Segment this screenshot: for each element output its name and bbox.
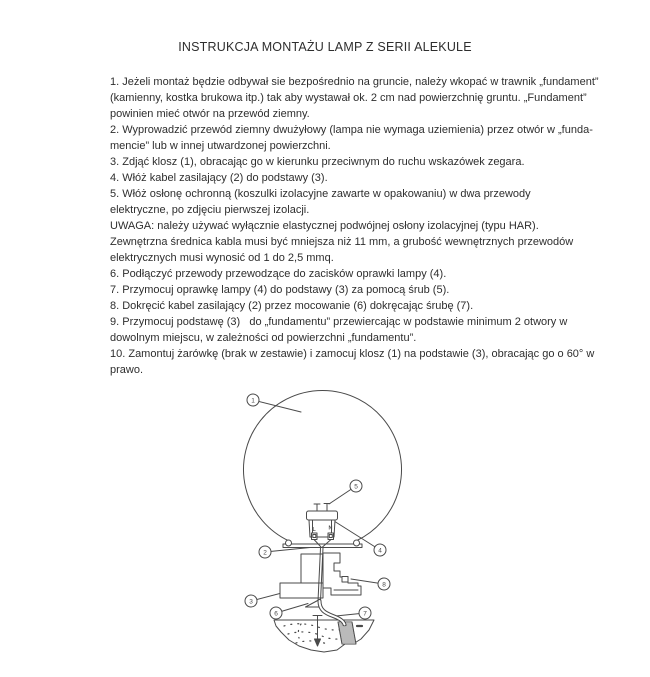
base-lower-block: [280, 583, 323, 598]
instruction-line: Zewnętrzna średnica kabla musi być mniejsza niż 11 mm, a grubość wewnętrznych przewodów: [110, 236, 574, 248]
plate-clip-left: [286, 540, 292, 546]
instruction-line: dowolnym miejscu, w zależności od powierzchni „fundamentu”.: [110, 332, 417, 344]
instruction-line: 10. Zamontuj żarówkę (brak w zestawie) i zamocuj klosz (1) na podstawie (3), obracając go o 60° w: [110, 348, 595, 360]
callout-4: [374, 544, 386, 556]
instruction-line: 1. Jeżeli montaż będzie odbywał sie bezpośrednio na gruncie, należy wkopać w trawnik „fundament”: [110, 76, 599, 88]
svg-text:4: 4: [378, 547, 382, 555]
instruction-line: elektrycznych musi wynosić od 1 do 2,5 mmq.: [110, 252, 334, 264]
svg-text:3: 3: [249, 598, 253, 606]
terminal-label-n: N: [328, 525, 333, 532]
callout-1: [247, 394, 259, 406]
terminal-label-l: L: [312, 527, 316, 533]
socket-screw-right: [324, 504, 330, 512]
svg-text:1: 1: [251, 397, 255, 405]
instruction-line: powinien mieć otwór na przewód ziemny.: [110, 108, 310, 120]
instruction-line: 8. Dokręcić kabel zasilający (2) przez mocowanie (6) dokręcając śrubę (7).: [110, 300, 474, 312]
svg-text:6: 6: [274, 610, 278, 618]
instruction-line: mencie” lub w innej utwardzonej powierzchni.: [110, 140, 331, 152]
instruction-line: 5. Włóż osłonę ochronną (koszulki izolacyjne zawarte w opakowaniu) w dwa przewody: [110, 188, 531, 200]
callout-8: [378, 578, 390, 590]
instruction-line: prawo.: [110, 364, 144, 376]
svg-text:5: 5: [354, 483, 358, 491]
callout-7: [359, 607, 371, 619]
callout-2: [259, 546, 271, 558]
instruction-line: (kamienny, kostka brukowa itp.) tak aby wystawał ok. 2 cm nad powierzchnię gruntu. „Fundament”: [110, 92, 587, 104]
page-title: INSTRUKCJA MONTAŻU LAMP Z SERII ALEKULE: [178, 40, 472, 54]
svg-text:2: 2: [263, 549, 267, 557]
callout-3: [245, 595, 257, 607]
plate-clip-right: [354, 540, 360, 546]
svg-text:8: 8: [382, 581, 386, 589]
instruction-line: 4. Włóż kabel zasilający (2) do podstawy (3).: [110, 172, 328, 184]
instruction-line: 2. Wyprowadzić przewód ziemny dwużyłowy (lampa nie wymaga uziemienia) przez otwór w „funda-: [110, 124, 593, 136]
instruction-line: UWAGA: należy używać wyłącznie elastycznej podwójnej osłony izolacyjnej (typu HAR).: [110, 220, 539, 232]
instruction-line: 3. Zdjąć klosz (1), obracając go w kierunku przeciwnym do ruchu wskazówek zegara.: [110, 156, 525, 168]
socket-flange: [307, 511, 338, 520]
foundation-outline: [274, 620, 374, 652]
callout-6: [270, 607, 282, 619]
instruction-line: elektryczne, po zdjęciu pierwszej izolacji.: [110, 204, 310, 216]
instruction-line: 9. Przymocuj podstawę (3) do „fundamentu” przewiercając w podstawie minimum 2 otwory w: [110, 316, 568, 328]
cable-clamp-nub: [342, 577, 348, 583]
callout-5: [350, 480, 362, 492]
base-step-bracket: [323, 553, 361, 595]
instruction-line: 6. Podłączyć przewody przewodzące do zacisków oprawki lampy (4).: [110, 268, 447, 280]
svg-text:7: 7: [363, 610, 367, 618]
instruction-line: 7. Przymocuj oprawkę lampy (4) do podstawy (3) za pomocą śrub (5).: [110, 284, 450, 296]
